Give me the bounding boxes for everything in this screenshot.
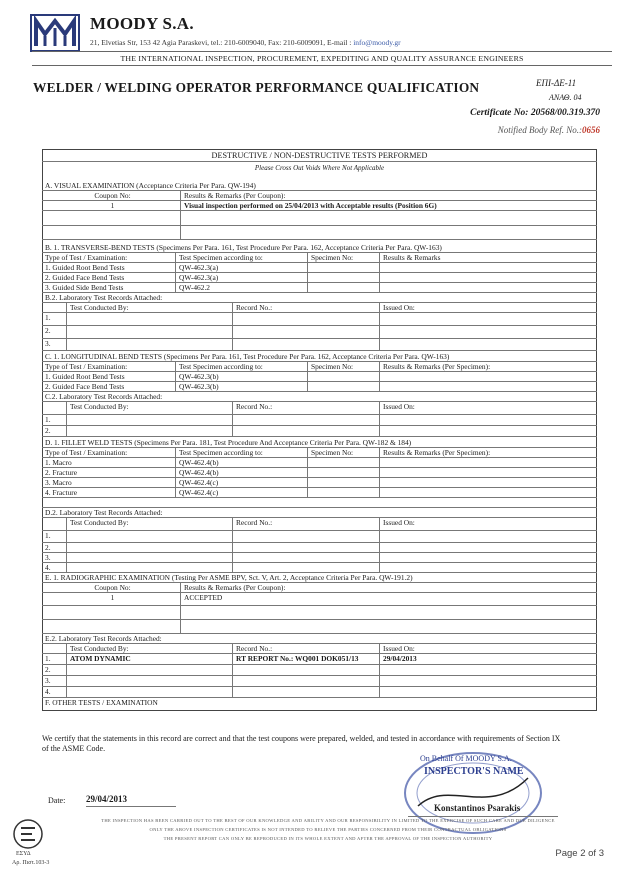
company-name: MOODY S.A. — [90, 14, 194, 33]
fillet-row: 4. Fracture QW-462.4(c) — [42, 488, 597, 498]
transverse-lab-row: 1. — [42, 313, 597, 326]
longitudinal-row: 1. Guided Root Bend Tests QW-462.3(b) — [42, 372, 597, 382]
moody-logo — [30, 14, 80, 52]
certification-statement: We certify that the statements in this record are correct and that the test coupons were prepared, welded, and tested in accordance with requirements of Section IX of the ASME Code. — [42, 734, 561, 753]
longitudinal-lab-header: Test Conducted By: Record No.: Issued On: — [42, 402, 597, 415]
inspector-name-label: INSPECTOR'S NAME — [424, 766, 524, 777]
date-line — [86, 806, 176, 807]
other-tests-row: F. OTHER TESTS / EXAMINATION — [45, 698, 158, 707]
disclaimer-line-1: THE INSPECTION HAS BEEN CARRIED OUT TO THE BEST OF OUR KNOWLEDGE AND ABILITY AND OUR RESPONSIBILITY IN LIMITED TO THE EXERCISE OF SUCH CARE AND DUE DILIGENCE — [101, 818, 555, 823]
fillet-title-row: D. 1. FILLET WELD TESTS (Specimens Per Para. 181, Test Procedure And Acceptance Criteria Per Para. QW-182 & 184) — [42, 438, 597, 448]
visual-row-1: 1 Visual inspection performed on 25/04/2013 with Acceptable results (Position 6G) — [42, 201, 597, 211]
stamp-behalf: On Behalf Of MOODY S.A. — [420, 754, 512, 763]
page-number: Page 2 of 3 — [555, 848, 604, 859]
fillet-lab-row: 4. — [42, 563, 597, 573]
radiographic-title-row: E. 1. RADIOGRAPHIC EXAMINATION (Testing Per ASME BPV, Sct. V, Art. 2, Acceptance Criteria Per Para. QW-191.2) — [42, 573, 597, 583]
visual-header-row: Coupon No: Results & Remarks (Per Coupon): — [42, 191, 597, 201]
section-note: Please Cross Out Voids Where Not Applicable — [254, 164, 385, 172]
radiographic-row-3 — [42, 620, 597, 634]
radiographic-lab-row: 3. — [42, 676, 597, 687]
fillet-lab-header: Test Conducted By: Record No.: Issued On: — [42, 518, 597, 531]
longitudinal-lab-row: 2. — [42, 426, 597, 437]
radiographic-lab-header: Test Conducted By: Record No.: Issued On: — [42, 644, 597, 654]
esyd-cert-no: Αρ. Πιστ.103-3 — [12, 860, 50, 866]
fillet-row: 1. Macro QW-462.4(b) — [42, 458, 597, 468]
notified-body-ref: Notified Body Ref. No.:0656 — [497, 125, 600, 135]
fillet-blank-row — [42, 498, 597, 508]
radiographic-row-1: 1 ACCEPTED — [42, 593, 597, 606]
fillet-lab-row: 1. — [42, 531, 597, 543]
disclaimer-line-2: ONLY THE ABOVE INSPECTION CERTIFICATES IS NOT INTENDED TO RELIEVE THE PARTIES CONCERNED FROM THEIR CONTRACTUAL OBLIGATIONS — [149, 827, 507, 832]
date-value: 29/04/2013 — [86, 794, 128, 804]
radiographic-lab-title: E.2. Laboratory Test Records Attached: — [42, 634, 597, 644]
form-revision: ΑΝΑΘ. 04 — [549, 93, 582, 102]
section-title: DESTRUCTIVE / NON-DESTRUCTIVE TESTS PERFORMED — [211, 151, 428, 160]
transverse-lab-row: 3. — [42, 339, 597, 351]
transverse-lab-header: Test Conducted By: Record No.: Issued On: — [42, 303, 597, 313]
fillet-row: 2. Fracture QW-462.4(b) — [42, 468, 597, 478]
radiographic-lab-row: 1. ATOM DYNAMIC RT REPORT No.: WQ001 DOK051/13 29/04/2013 — [42, 654, 597, 665]
fillet-lab-row: 3. — [42, 553, 597, 563]
transverse-row: 3. Guided Side Bend Tests QW-462.2 — [42, 283, 597, 293]
radiographic-lab-row: 2. — [42, 665, 597, 676]
transverse-lab-title: B.2. Laboratory Test Records Attached: — [42, 293, 597, 303]
visual-row-2 — [42, 211, 597, 226]
disclaimer-line-3: THE PRESENT REPORT CAN ONLY BE REPRODUCED IN ITS WHOLE EXTENT AND AFTER THE APPROVAL OF THE INSPECTION AUTHORITY — [163, 836, 493, 841]
radiographic-row-2 — [42, 606, 597, 620]
transverse-header-row: Type of Test / Examination: Test Specimen according to: Specimen No: Results & Remarks — [42, 253, 597, 263]
longitudinal-row: 2. Guided Face Bend Tests QW-462.3(b) — [42, 382, 597, 392]
longitudinal-lab-row: 1. — [42, 415, 597, 426]
esyd-accreditation-icon — [12, 818, 44, 850]
company-tagline: THE INTERNATIONAL INSPECTION, PROCUREMENT, EXPEDITING AND QUALITY ASSURANCE ENGINEERS — [32, 51, 612, 66]
radiographic-header-row: Coupon No: Results & Remarks (Per Coupon): — [42, 583, 597, 593]
esyd-label: ΕΣΥΔ — [16, 851, 31, 857]
transverse-lab-row: 2. — [42, 326, 597, 339]
signature-line — [408, 816, 558, 817]
company-address: 21, Elvetias Str, 153 42 Agia Paraskevi, tel.: 210-6009040, Fax: 210-6009091, E-mail : info@moody.gr — [90, 38, 401, 47]
transverse-row: 1. Guided Root Bend Tests QW-462.3(a) — [42, 263, 597, 273]
visual-title-row: A. VISUAL EXAMINATION (Acceptance Criteria Per Para. QW-194) — [42, 181, 597, 191]
fillet-row: 3. Macro QW-462.4(c) — [42, 478, 597, 488]
fillet-header-row: Type of Test / Examination: Test Specimen according to: Specimen No: Results & Remarks (Per Specimen): — [42, 448, 597, 458]
form-code: ΕΠΙ-ΔΕ-11 — [536, 78, 577, 88]
visual-row-3 — [42, 226, 597, 240]
inspector-name: Konstantinos Psarakis — [434, 803, 521, 813]
transverse-row: 2. Guided Face Bend Tests QW-462.3(a) — [42, 273, 597, 283]
fillet-lab-title: D.2. Laboratory Test Records Attached: — [42, 508, 597, 518]
company-email[interactable]: info@moody.gr — [353, 38, 401, 47]
longitudinal-lab-title: C.2. Laboratory Test Records Attached: — [42, 392, 597, 402]
date-label: Date: — [48, 796, 66, 805]
longitudinal-header-row: Type of Test / Examination: Test Specimen according to: Specimen No: Results & Remarks (Per Specimen): — [42, 362, 597, 372]
document-title: WELDER / WELDING OPERATOR PERFORMANCE QUALIFICATION — [33, 80, 480, 95]
fillet-lab-row: 2. — [42, 543, 597, 553]
certificate-number: Certificate No: 20568/00.319.370 — [470, 108, 600, 118]
longitudinal-title-row: C. 1. LONGITUDINAL BEND TESTS (Specimens Per Para. 161, Test Procedure Per Para. 162, Acceptance Criteria Per Para. QW-163) — [42, 352, 597, 362]
radiographic-lab-row: 4. — [42, 687, 597, 698]
transverse-title-row: B. 1. TRANSVERSE-BEND TESTS (Specimens Per Para. 161, Test Procedure Per Para. 162, Acceptance Criteria Per Para. QW-163) — [42, 243, 597, 253]
